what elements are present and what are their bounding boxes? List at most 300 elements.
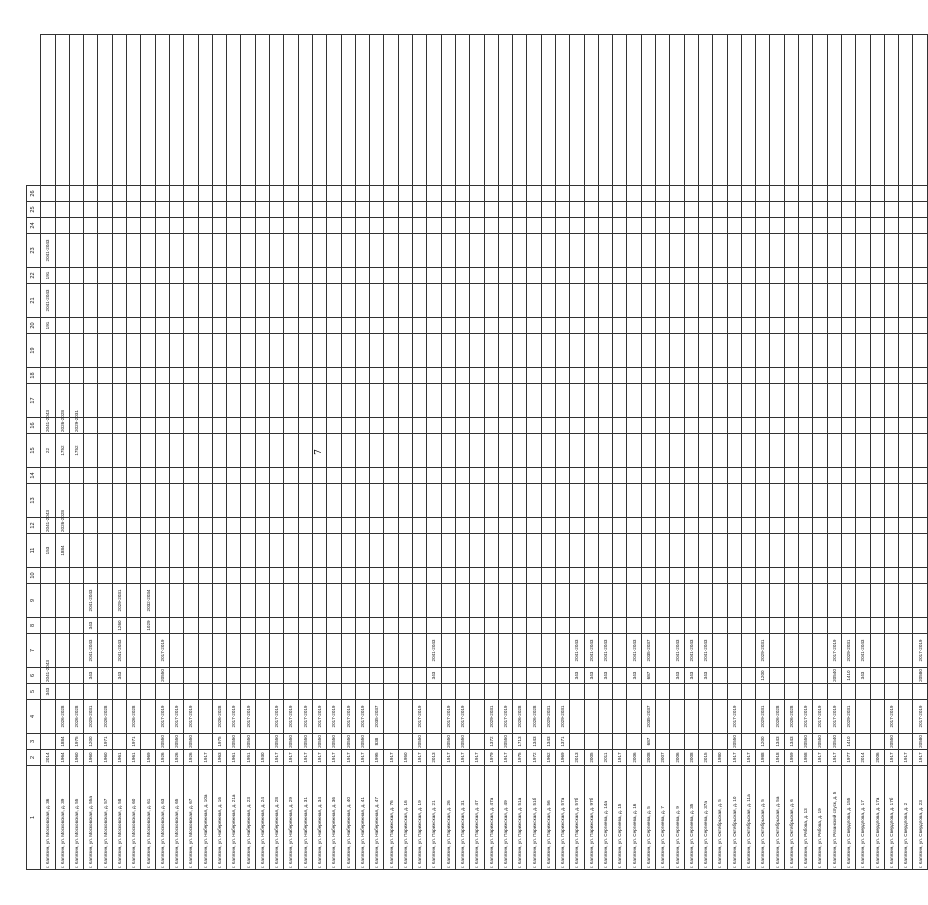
column-number-header: 8 xyxy=(27,618,41,634)
table-cell xyxy=(727,634,741,668)
table-cell xyxy=(884,634,898,668)
table-cell: 343 xyxy=(856,668,870,684)
address-cell: г. Калязин, ул. Московская, д. 63 xyxy=(155,766,169,870)
table-cell xyxy=(627,368,641,384)
table-cell xyxy=(312,334,326,368)
table-cell: 2017-2019 xyxy=(455,700,469,734)
table-cell xyxy=(799,186,813,202)
table-cell xyxy=(598,518,612,534)
table-cell xyxy=(784,35,798,186)
table-cell xyxy=(112,218,126,234)
table-cell xyxy=(684,284,698,318)
table-cell xyxy=(455,484,469,518)
table-cell xyxy=(598,35,612,186)
table-cell xyxy=(84,284,98,318)
table-row xyxy=(827,35,841,870)
table-cell xyxy=(270,284,284,318)
table-cell xyxy=(298,584,312,618)
table-cell: 20580 xyxy=(913,668,927,684)
table-cell xyxy=(899,186,913,202)
table-cell xyxy=(841,684,855,700)
table-cell xyxy=(470,234,484,268)
table-cell xyxy=(427,568,441,584)
table-cell xyxy=(498,318,512,334)
table-cell xyxy=(870,518,884,534)
table-cell: 20550 xyxy=(727,734,741,750)
table-cell xyxy=(127,334,141,368)
table-row xyxy=(670,35,684,870)
table-cell: 20550 xyxy=(441,734,455,750)
table-cell: 191 xyxy=(41,318,55,334)
table-cell xyxy=(470,284,484,318)
table-cell: 2041-2043 xyxy=(41,418,55,434)
table-cell xyxy=(169,634,183,668)
table-cell xyxy=(741,234,755,268)
table-cell xyxy=(341,634,355,668)
table-cell xyxy=(899,284,913,318)
table-cell xyxy=(770,668,784,684)
table-cell xyxy=(112,684,126,700)
table-cell xyxy=(856,234,870,268)
table-cell xyxy=(841,618,855,634)
table-cell xyxy=(613,634,627,668)
table-cell xyxy=(741,218,755,234)
table-cell xyxy=(455,284,469,318)
table-cell xyxy=(498,234,512,268)
table-cell xyxy=(255,734,269,750)
table-cell xyxy=(255,618,269,634)
table-cell xyxy=(441,684,455,700)
table-cell xyxy=(684,186,698,202)
table-cell xyxy=(784,468,798,484)
table-row xyxy=(584,35,598,870)
table-cell xyxy=(370,234,384,268)
table-cell xyxy=(155,234,169,268)
table-cell xyxy=(813,384,827,418)
table-cell xyxy=(541,468,555,484)
table-cell xyxy=(584,584,598,618)
table-cell xyxy=(570,268,584,284)
table-cell xyxy=(498,534,512,568)
table-cell xyxy=(384,418,398,434)
table-cell xyxy=(741,568,755,584)
table-cell: 1200 xyxy=(84,734,98,750)
table-cell xyxy=(198,584,212,618)
table-cell xyxy=(184,568,198,584)
table-cell xyxy=(698,234,712,268)
table-cell xyxy=(427,384,441,418)
table-cell xyxy=(255,234,269,268)
table-cell xyxy=(555,584,569,618)
table-cell xyxy=(570,218,584,234)
table-cell xyxy=(241,284,255,318)
table-cell xyxy=(455,618,469,634)
table-cell xyxy=(384,318,398,334)
table-cell xyxy=(613,568,627,584)
table-cell xyxy=(770,468,784,484)
table-cell xyxy=(55,234,69,268)
table-cell xyxy=(184,186,198,202)
table-cell xyxy=(427,700,441,734)
table-cell xyxy=(127,684,141,700)
table-cell xyxy=(684,534,698,568)
table-cell xyxy=(198,186,212,202)
table-cell xyxy=(913,218,927,234)
table-cell xyxy=(527,186,541,202)
table-cell xyxy=(69,668,83,684)
table-cell xyxy=(799,35,813,186)
table-cell xyxy=(341,684,355,700)
table-cell xyxy=(741,700,755,734)
address-cell: г. Калязин, ул. Набережная, д. 24 xyxy=(255,766,269,870)
table-cell xyxy=(127,318,141,334)
table-cell xyxy=(398,268,412,284)
table-cell xyxy=(584,318,598,334)
table-cell xyxy=(870,734,884,750)
table-row xyxy=(227,35,241,870)
table-cell xyxy=(127,618,141,634)
table-cell: 1958 xyxy=(799,750,813,766)
table-cell xyxy=(141,234,155,268)
table-cell xyxy=(584,684,598,700)
table-row xyxy=(756,35,770,870)
table-cell xyxy=(355,268,369,284)
table-cell xyxy=(555,384,569,418)
table-cell xyxy=(470,434,484,468)
table-cell xyxy=(870,418,884,434)
table-cell xyxy=(169,468,183,484)
table-cell: 2026-2028 xyxy=(212,700,226,734)
table-cell xyxy=(899,618,913,634)
table-cell xyxy=(169,568,183,584)
table-cell: 1029 xyxy=(141,618,155,634)
table-cell xyxy=(341,186,355,202)
table-cell: 1917 xyxy=(270,750,284,766)
address-cell: г. Калязин, ул. Московская, д. 58 xyxy=(112,766,126,870)
table-cell xyxy=(613,218,627,234)
table-row xyxy=(641,35,655,870)
table-cell xyxy=(312,468,326,484)
table-cell xyxy=(141,318,155,334)
column-number-header: 9 xyxy=(27,584,41,618)
table-cell xyxy=(184,202,198,218)
table-cell xyxy=(884,35,898,186)
table-cell xyxy=(341,418,355,434)
table-cell: 20550 xyxy=(298,734,312,750)
table-cell xyxy=(413,434,427,468)
address-cell: г. Калязин, ул. Октябрьская, д. 5а xyxy=(770,766,784,870)
table-cell xyxy=(856,584,870,618)
table-cell xyxy=(570,384,584,418)
table-cell xyxy=(641,584,655,618)
table-cell: 1964 xyxy=(55,750,69,766)
table-cell xyxy=(684,202,698,218)
table-cell xyxy=(684,434,698,468)
table-cell xyxy=(284,584,298,618)
table-cell xyxy=(698,684,712,700)
table-cell xyxy=(684,568,698,584)
table-cell xyxy=(398,418,412,434)
column-number-header: 12 xyxy=(27,518,41,534)
address-cell: г. Калязин, ул. Парижская, д. 51а xyxy=(513,766,527,870)
table-cell xyxy=(270,268,284,284)
address-cell: г. Калязин, ул. Парижская, д. 31 xyxy=(455,766,469,870)
table-cell xyxy=(255,384,269,418)
table-cell xyxy=(656,668,670,684)
table-cell: 343 xyxy=(84,668,98,684)
table-cell xyxy=(298,534,312,568)
table-cell: 20550 xyxy=(184,734,198,750)
table-cell xyxy=(212,534,226,568)
table-cell xyxy=(899,234,913,268)
table-cell xyxy=(312,418,326,434)
table-cell xyxy=(284,334,298,368)
table-cell xyxy=(312,284,326,318)
table-cell xyxy=(741,418,755,434)
table-cell xyxy=(741,334,755,368)
table-cell xyxy=(69,568,83,584)
address-cell: г. Калязин, ул. Парижская, д. 16 xyxy=(398,766,412,870)
address-cell: г. Калязин, ул. Свердлова, д. 155 xyxy=(841,766,855,870)
table-cell xyxy=(484,568,498,584)
table-cell xyxy=(484,434,498,468)
table-cell xyxy=(312,234,326,268)
table-cell xyxy=(84,218,98,234)
table-cell xyxy=(112,268,126,284)
table-cell xyxy=(98,218,112,234)
table-cell xyxy=(741,484,755,518)
table-cell xyxy=(741,734,755,750)
table-cell xyxy=(856,484,870,518)
table-cell xyxy=(41,35,55,186)
table-cell: 2017-2019 xyxy=(813,700,827,734)
table-cell xyxy=(141,35,155,186)
table-cell xyxy=(841,218,855,234)
table-cell xyxy=(127,268,141,284)
table-cell: 1917 xyxy=(741,750,755,766)
table-cell xyxy=(841,318,855,334)
table-cell xyxy=(598,202,612,218)
table-cell xyxy=(312,668,326,684)
table-cell xyxy=(355,35,369,186)
table-cell xyxy=(584,434,598,468)
table-cell xyxy=(656,700,670,734)
table-cell xyxy=(813,202,827,218)
address-cell: г. Калязин, ул. Сергиева, д. 35 xyxy=(684,766,698,870)
table-cell: 2029-2031 xyxy=(841,634,855,668)
table-cell xyxy=(127,384,141,418)
table-cell xyxy=(127,468,141,484)
address-cell: г. Калязин, ул. Свердлова, д. 17а xyxy=(870,766,884,870)
table-cell xyxy=(141,700,155,734)
table-cell xyxy=(913,268,927,284)
table-cell xyxy=(913,434,927,468)
table-cell xyxy=(327,568,341,584)
table-cell xyxy=(670,700,684,734)
table-cell xyxy=(441,484,455,518)
table-cell xyxy=(884,568,898,584)
table-cell xyxy=(698,284,712,318)
table-cell xyxy=(127,218,141,234)
table-cell xyxy=(284,284,298,318)
table-cell xyxy=(341,568,355,584)
table-cell xyxy=(656,518,670,534)
table-row xyxy=(312,35,326,870)
table-cell xyxy=(513,434,527,468)
table-cell xyxy=(384,268,398,284)
table-cell xyxy=(413,284,427,318)
table-cell xyxy=(656,384,670,418)
table-cell xyxy=(284,618,298,634)
table-cell xyxy=(513,468,527,484)
table-cell xyxy=(298,268,312,284)
table-cell xyxy=(884,484,898,518)
address-cell: г. Калязин, ул. Набережная, д. 36 xyxy=(327,766,341,870)
table-cell xyxy=(841,518,855,534)
table-cell xyxy=(127,35,141,186)
table-cell xyxy=(513,268,527,284)
table-cell xyxy=(627,384,641,418)
table-cell xyxy=(255,434,269,468)
table-cell xyxy=(184,418,198,434)
table-cell xyxy=(513,218,527,234)
table-cell: 2008 xyxy=(684,750,698,766)
table-cell xyxy=(327,418,341,434)
table-cell xyxy=(255,518,269,534)
table-cell xyxy=(84,234,98,268)
address-cell: г. Калязин, ул. Рязанский спуск, д. 5 xyxy=(827,766,841,870)
table-cell xyxy=(784,418,798,434)
table-cell xyxy=(270,668,284,684)
table-cell xyxy=(727,434,741,468)
table-cell xyxy=(899,434,913,468)
table-cell xyxy=(184,334,198,368)
address-cell: г. Калязин, ул. Набережная, д. 31 xyxy=(298,766,312,870)
table-row xyxy=(98,35,112,870)
table-cell: 2017-2019 xyxy=(341,700,355,734)
table-cell xyxy=(370,668,384,684)
table-cell xyxy=(884,584,898,618)
table-cell xyxy=(227,534,241,568)
table-cell xyxy=(55,684,69,700)
table-cell: 2029-2031 xyxy=(841,700,855,734)
table-cell xyxy=(899,218,913,234)
table-cell xyxy=(727,584,741,618)
address-cell: г. Калязин, ул. Московская, д. 60 xyxy=(127,766,141,870)
table-cell: 2026-2028 xyxy=(98,700,112,734)
table-cell xyxy=(98,584,112,618)
table-cell xyxy=(513,234,527,268)
table-cell xyxy=(827,35,841,186)
table-cell xyxy=(141,218,155,234)
table-cell xyxy=(913,284,927,318)
table-cell xyxy=(370,284,384,318)
table-cell xyxy=(555,368,569,384)
table-cell xyxy=(169,334,183,368)
table-cell xyxy=(713,35,727,186)
table-cell xyxy=(484,202,498,218)
table-cell xyxy=(184,468,198,484)
address-cell: г. Калязин, ул. Парижская, д. 26 xyxy=(441,766,455,870)
table-cell xyxy=(155,434,169,468)
table-cell xyxy=(627,284,641,318)
table-cell xyxy=(555,568,569,584)
table-cell xyxy=(341,334,355,368)
table-cell xyxy=(341,668,355,684)
table-cell xyxy=(427,334,441,368)
table-cell xyxy=(713,368,727,384)
table-cell xyxy=(613,700,627,734)
table-cell xyxy=(656,218,670,234)
table-cell xyxy=(670,734,684,750)
table-cell xyxy=(770,618,784,634)
table-cell: 2041-2043 xyxy=(684,634,698,668)
table-cell xyxy=(827,568,841,584)
table-cell xyxy=(441,634,455,668)
table-cell xyxy=(298,618,312,634)
table-cell xyxy=(799,568,813,584)
table-cell xyxy=(327,434,341,468)
table-cell: 1969 xyxy=(141,750,155,766)
table-cell xyxy=(398,334,412,368)
table-cell xyxy=(141,186,155,202)
table-cell xyxy=(212,484,226,518)
table-row xyxy=(413,35,427,870)
table-cell xyxy=(212,35,226,186)
table-cell: 2035-2037 xyxy=(641,700,655,734)
table-cell xyxy=(698,334,712,368)
table-cell xyxy=(656,268,670,284)
table-row xyxy=(527,35,541,870)
table-cell xyxy=(813,634,827,668)
table-cell xyxy=(355,202,369,218)
table-cell xyxy=(570,534,584,568)
table-cell xyxy=(741,518,755,534)
table-cell xyxy=(827,186,841,202)
table-cell xyxy=(784,618,798,634)
table-cell xyxy=(684,684,698,700)
table-cell xyxy=(327,634,341,668)
table-cell xyxy=(513,534,527,568)
table-cell xyxy=(155,568,169,584)
table-cell: 343 xyxy=(427,668,441,684)
table-cell xyxy=(541,568,555,584)
table-cell xyxy=(98,468,112,484)
table-cell xyxy=(141,418,155,434)
address-cell: г. Калязин, ул. Парижская, д. 19 xyxy=(413,766,427,870)
table-cell xyxy=(484,384,498,418)
column-number-header: 4 xyxy=(27,700,41,734)
table-cell xyxy=(770,284,784,318)
table-cell xyxy=(584,518,598,534)
table-cell xyxy=(713,584,727,618)
table-cell xyxy=(384,468,398,484)
table-cell xyxy=(541,202,555,218)
table-row xyxy=(813,35,827,870)
table-cell xyxy=(370,418,384,434)
table-cell xyxy=(870,584,884,618)
table-cell xyxy=(184,35,198,186)
table-cell xyxy=(741,35,755,186)
table-cell xyxy=(770,518,784,534)
table-cell xyxy=(870,634,884,668)
table-cell xyxy=(69,468,83,484)
table-cell xyxy=(184,584,198,618)
table-cell xyxy=(598,618,612,634)
table-cell xyxy=(799,202,813,218)
table-cell xyxy=(398,518,412,534)
table-cell: 2017-2019 xyxy=(413,700,427,734)
